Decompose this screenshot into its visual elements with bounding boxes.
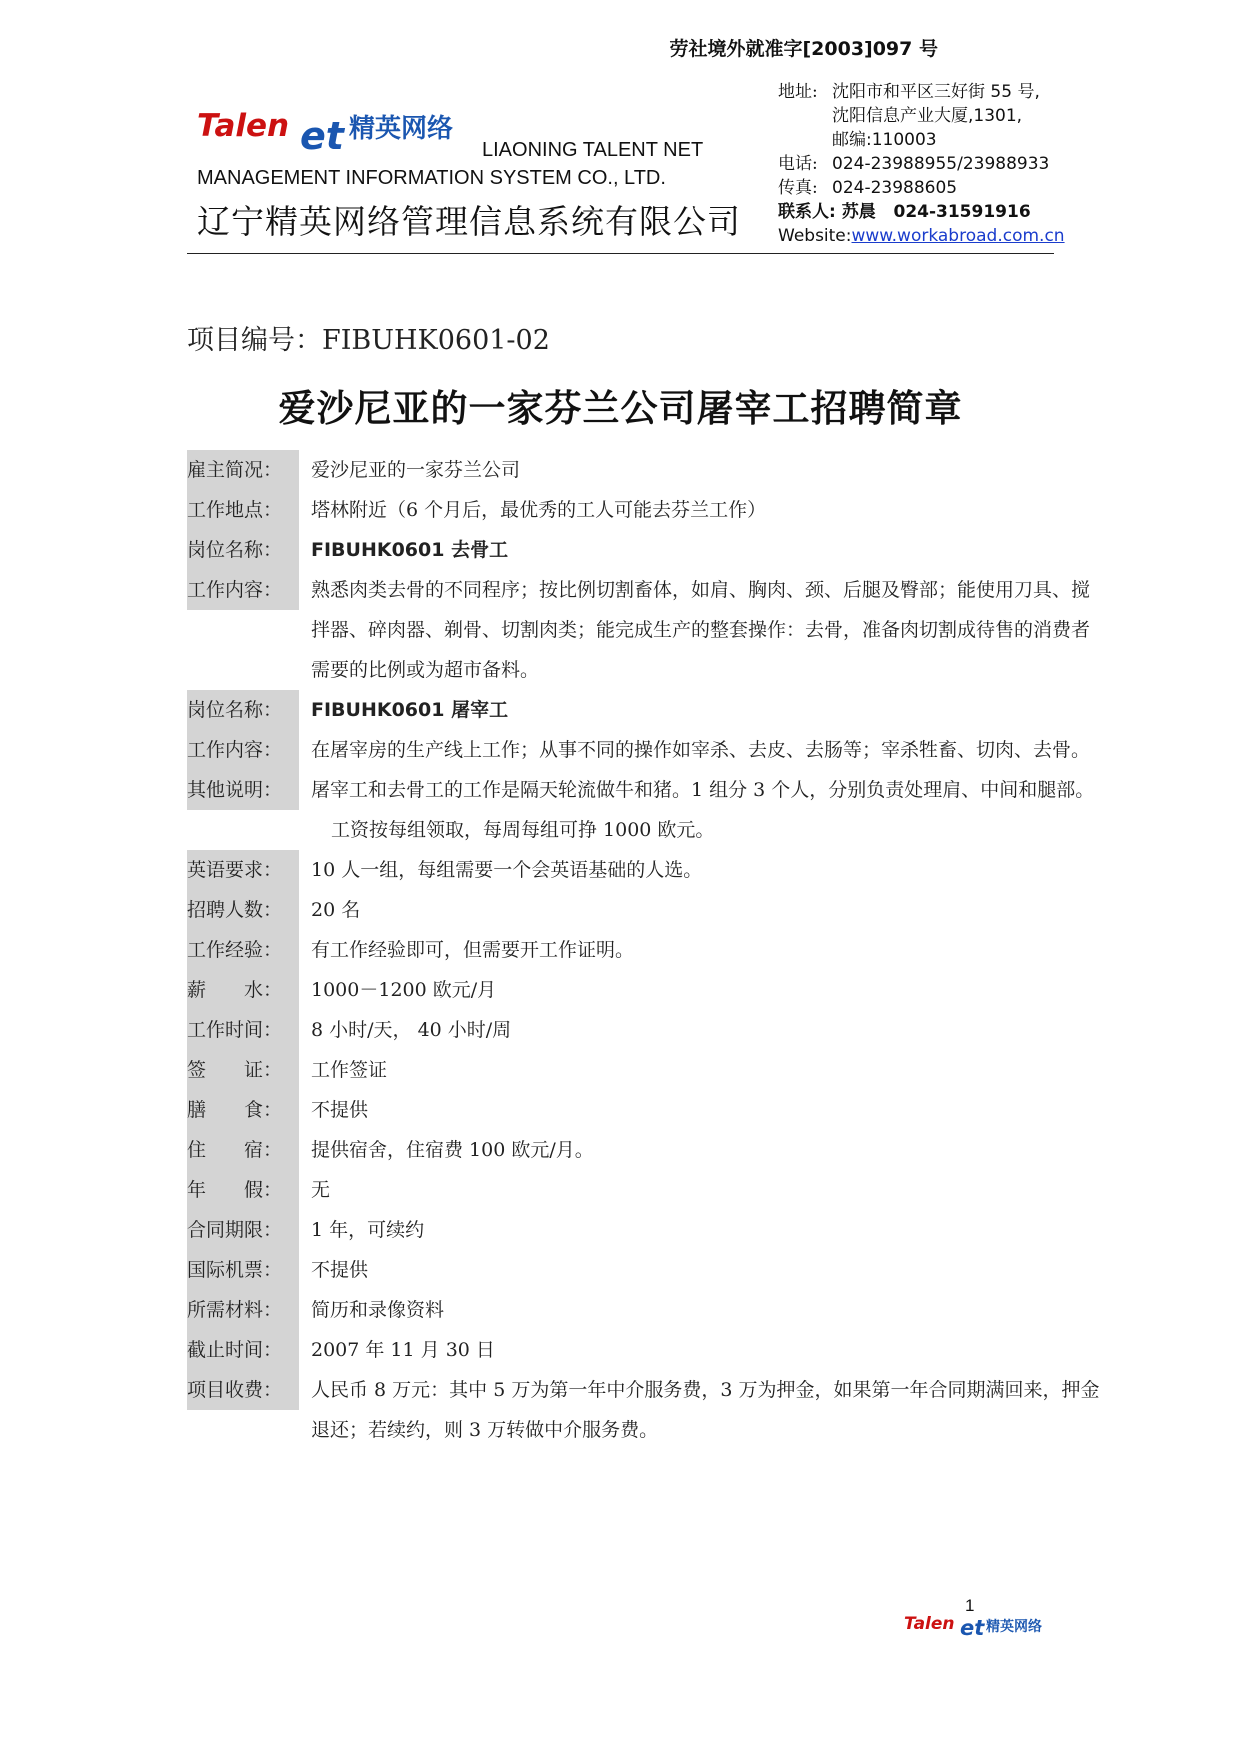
page-title: 爱沙尼亚的一家芬兰公司屠宰工招聘简章: [278, 387, 963, 430]
detail-label: 工作时间：: [187, 1010, 299, 1050]
address-line1: 沈阳市和平区三好街 55 号,: [832, 82, 1040, 102]
detail-row: [187, 730, 1107, 770]
detail-value: 在屠宰房的生产线上工作；从事不同的操作如宰杀、去皮、去肠等；宰杀牲畜、切肉、去骨。: [311, 739, 1091, 761]
detail-value: 无: [311, 1179, 331, 1201]
detail-label: 英语要求：: [187, 850, 299, 890]
footer-logo-et: et: [960, 1616, 985, 1640]
detail-label: 招聘人数：: [187, 890, 299, 930]
detail-label: 岗位名称：: [187, 530, 299, 570]
detail-row: [187, 570, 1107, 690]
fax-value: 024-23988605: [832, 178, 958, 198]
detail-label: 住 宿：: [187, 1130, 299, 1170]
detail-value: 简历和录像资料: [311, 1299, 445, 1321]
detail-value: 熟悉肉类去骨的不同程序；按比例切割畜体，如肩、胸肉、颈、后腿及臀部；能使用刀具、搅拌器、碎肉器、剃骨、切割肉类；能完成生产的整套操作：去骨，准备肉切割成待售的消费者需要的比例或为超市备料。: [311, 579, 1091, 681]
detail-value: 塔林附近（6 个月后，最优秀的工人可能去芬兰工作）: [311, 499, 767, 521]
detail-row: [187, 1330, 1107, 1370]
detail-row: [187, 970, 1107, 1010]
website-label: Website:: [778, 226, 852, 246]
detail-value: 不提供: [311, 1259, 369, 1281]
phone-value: 024-23988955/23988933: [832, 154, 1050, 174]
detail-row: [187, 1010, 1107, 1050]
logo-talen-text: Talen: [197, 108, 290, 144]
detail-label: 其他说明：: [187, 770, 299, 810]
detail-value: 人民币 8 万元：其中 5 万为第一年中介服务费，3 万为押金，如果第一年合同期满回来，押金退还；若续约，则 3 万转做中介服务费。: [311, 1379, 1100, 1441]
page-number: 1: [965, 1596, 975, 1615]
detail-row: [187, 1370, 1107, 1450]
detail-value: 工资按每组领取，每周每组可挣 1000 欧元。: [331, 819, 715, 841]
phone-label: 电话:: [778, 154, 818, 174]
header-divider: [187, 253, 1054, 254]
detail-value: 不提供: [311, 1099, 369, 1121]
job-details-table: [187, 450, 1107, 1450]
detail-row: [187, 1050, 1107, 1090]
detail-row: [187, 1290, 1107, 1330]
project-number: 项目编号：FIBUHK0601-02: [187, 325, 550, 356]
footer-logo-cn: 精英网络: [986, 1619, 1042, 1635]
detail-row: [187, 1090, 1107, 1130]
detail-value: 2007 年 11 月 30 日: [311, 1339, 495, 1361]
address-label: 地址:: [778, 82, 818, 102]
detail-value: 20 名: [311, 899, 361, 921]
detail-label: 薪 水：: [187, 970, 299, 1010]
detail-row: [187, 1130, 1107, 1170]
fax-label: 传真:: [778, 178, 818, 198]
detail-row: [187, 530, 1107, 570]
contact-person: 联系人: 苏晨: [778, 202, 876, 222]
detail-label: 工作地点：: [187, 490, 299, 530]
detail-label: 年 假：: [187, 1170, 299, 1210]
detail-label: 雇主简况：: [187, 450, 299, 490]
detail-label: 签 证：: [187, 1050, 299, 1090]
detail-row: [187, 490, 1107, 530]
contact-block: [778, 80, 1065, 248]
detail-label: 截止时间：: [187, 1330, 299, 1370]
detail-label: 工作内容：: [187, 730, 299, 770]
detail-value: 爱沙尼亚的一家芬兰公司: [311, 459, 521, 481]
address-line2: 沈阳信息产业大厦,1301,: [832, 106, 1023, 126]
detail-label: [187, 810, 299, 850]
detail-row: [187, 930, 1107, 970]
company-name-cn: 辽宁精英网络管理信息系统有限公司: [197, 202, 741, 241]
detail-row: [187, 1210, 1107, 1250]
detail-label: 所需材料：: [187, 1290, 299, 1330]
company-name-en-line1: LIAONING TALENT NET: [482, 139, 704, 161]
detail-label: 膳 食：: [187, 1090, 299, 1130]
detail-label: 工作经验：: [187, 930, 299, 970]
detail-value: 1 年，可续约: [311, 1219, 425, 1241]
detail-value: 1000－1200 欧元/月: [311, 979, 497, 1001]
logo-cn-text: 精英网络: [349, 114, 454, 144]
detail-value: 工作签证: [311, 1059, 388, 1081]
detail-row: [187, 810, 1107, 850]
detail-value: 8 小时/天， 40 小时/周: [311, 1019, 512, 1041]
footer-logo-talen: Talen: [904, 1614, 955, 1634]
detail-label: 国际机票：: [187, 1250, 299, 1290]
detail-label: 合同期限：: [187, 1210, 299, 1250]
website-link[interactable]: www.workabroad.com.cn: [851, 226, 1065, 246]
detail-value: FIBUHK0601 去骨工: [311, 539, 509, 561]
detail-label: 工作内容：: [187, 570, 299, 610]
detail-value: 提供宿舍，住宿费 100 欧元/月。: [311, 1139, 594, 1161]
detail-row: [187, 770, 1107, 810]
detail-row: [187, 890, 1107, 930]
detail-value: FIBUHK0601 屠宰工: [311, 699, 509, 721]
license-number: 劳社境外就准字[2003]097 号: [669, 38, 938, 60]
footer-logo: [904, 1612, 1064, 1642]
logo-et-text: et: [300, 114, 344, 158]
detail-row: [187, 850, 1107, 890]
detail-value: 10 人一组，每组需要一个会英语基础的人选。: [311, 859, 703, 881]
detail-row: [187, 690, 1107, 730]
contact-phone: 024-31591916: [893, 202, 1031, 222]
detail-row: [187, 1250, 1107, 1290]
company-name-en-line2: MANAGEMENT INFORMATION SYSTEM CO., LTD.: [197, 167, 666, 189]
detail-value: 屠宰工和去骨工的工作是隔天轮流做牛和猪。1 组分 3 个人，分别负责处理肩、中间和腿部。: [311, 779, 1095, 801]
detail-value: 有工作经验即可，但需要开工作证明。: [311, 939, 635, 961]
company-logo: [197, 104, 497, 158]
detail-label: 岗位名称：: [187, 690, 299, 730]
detail-row: [187, 450, 1107, 490]
address-line3: 邮编:110003: [832, 130, 937, 150]
detail-label: 项目收费：: [187, 1370, 299, 1410]
detail-row: [187, 1170, 1107, 1210]
